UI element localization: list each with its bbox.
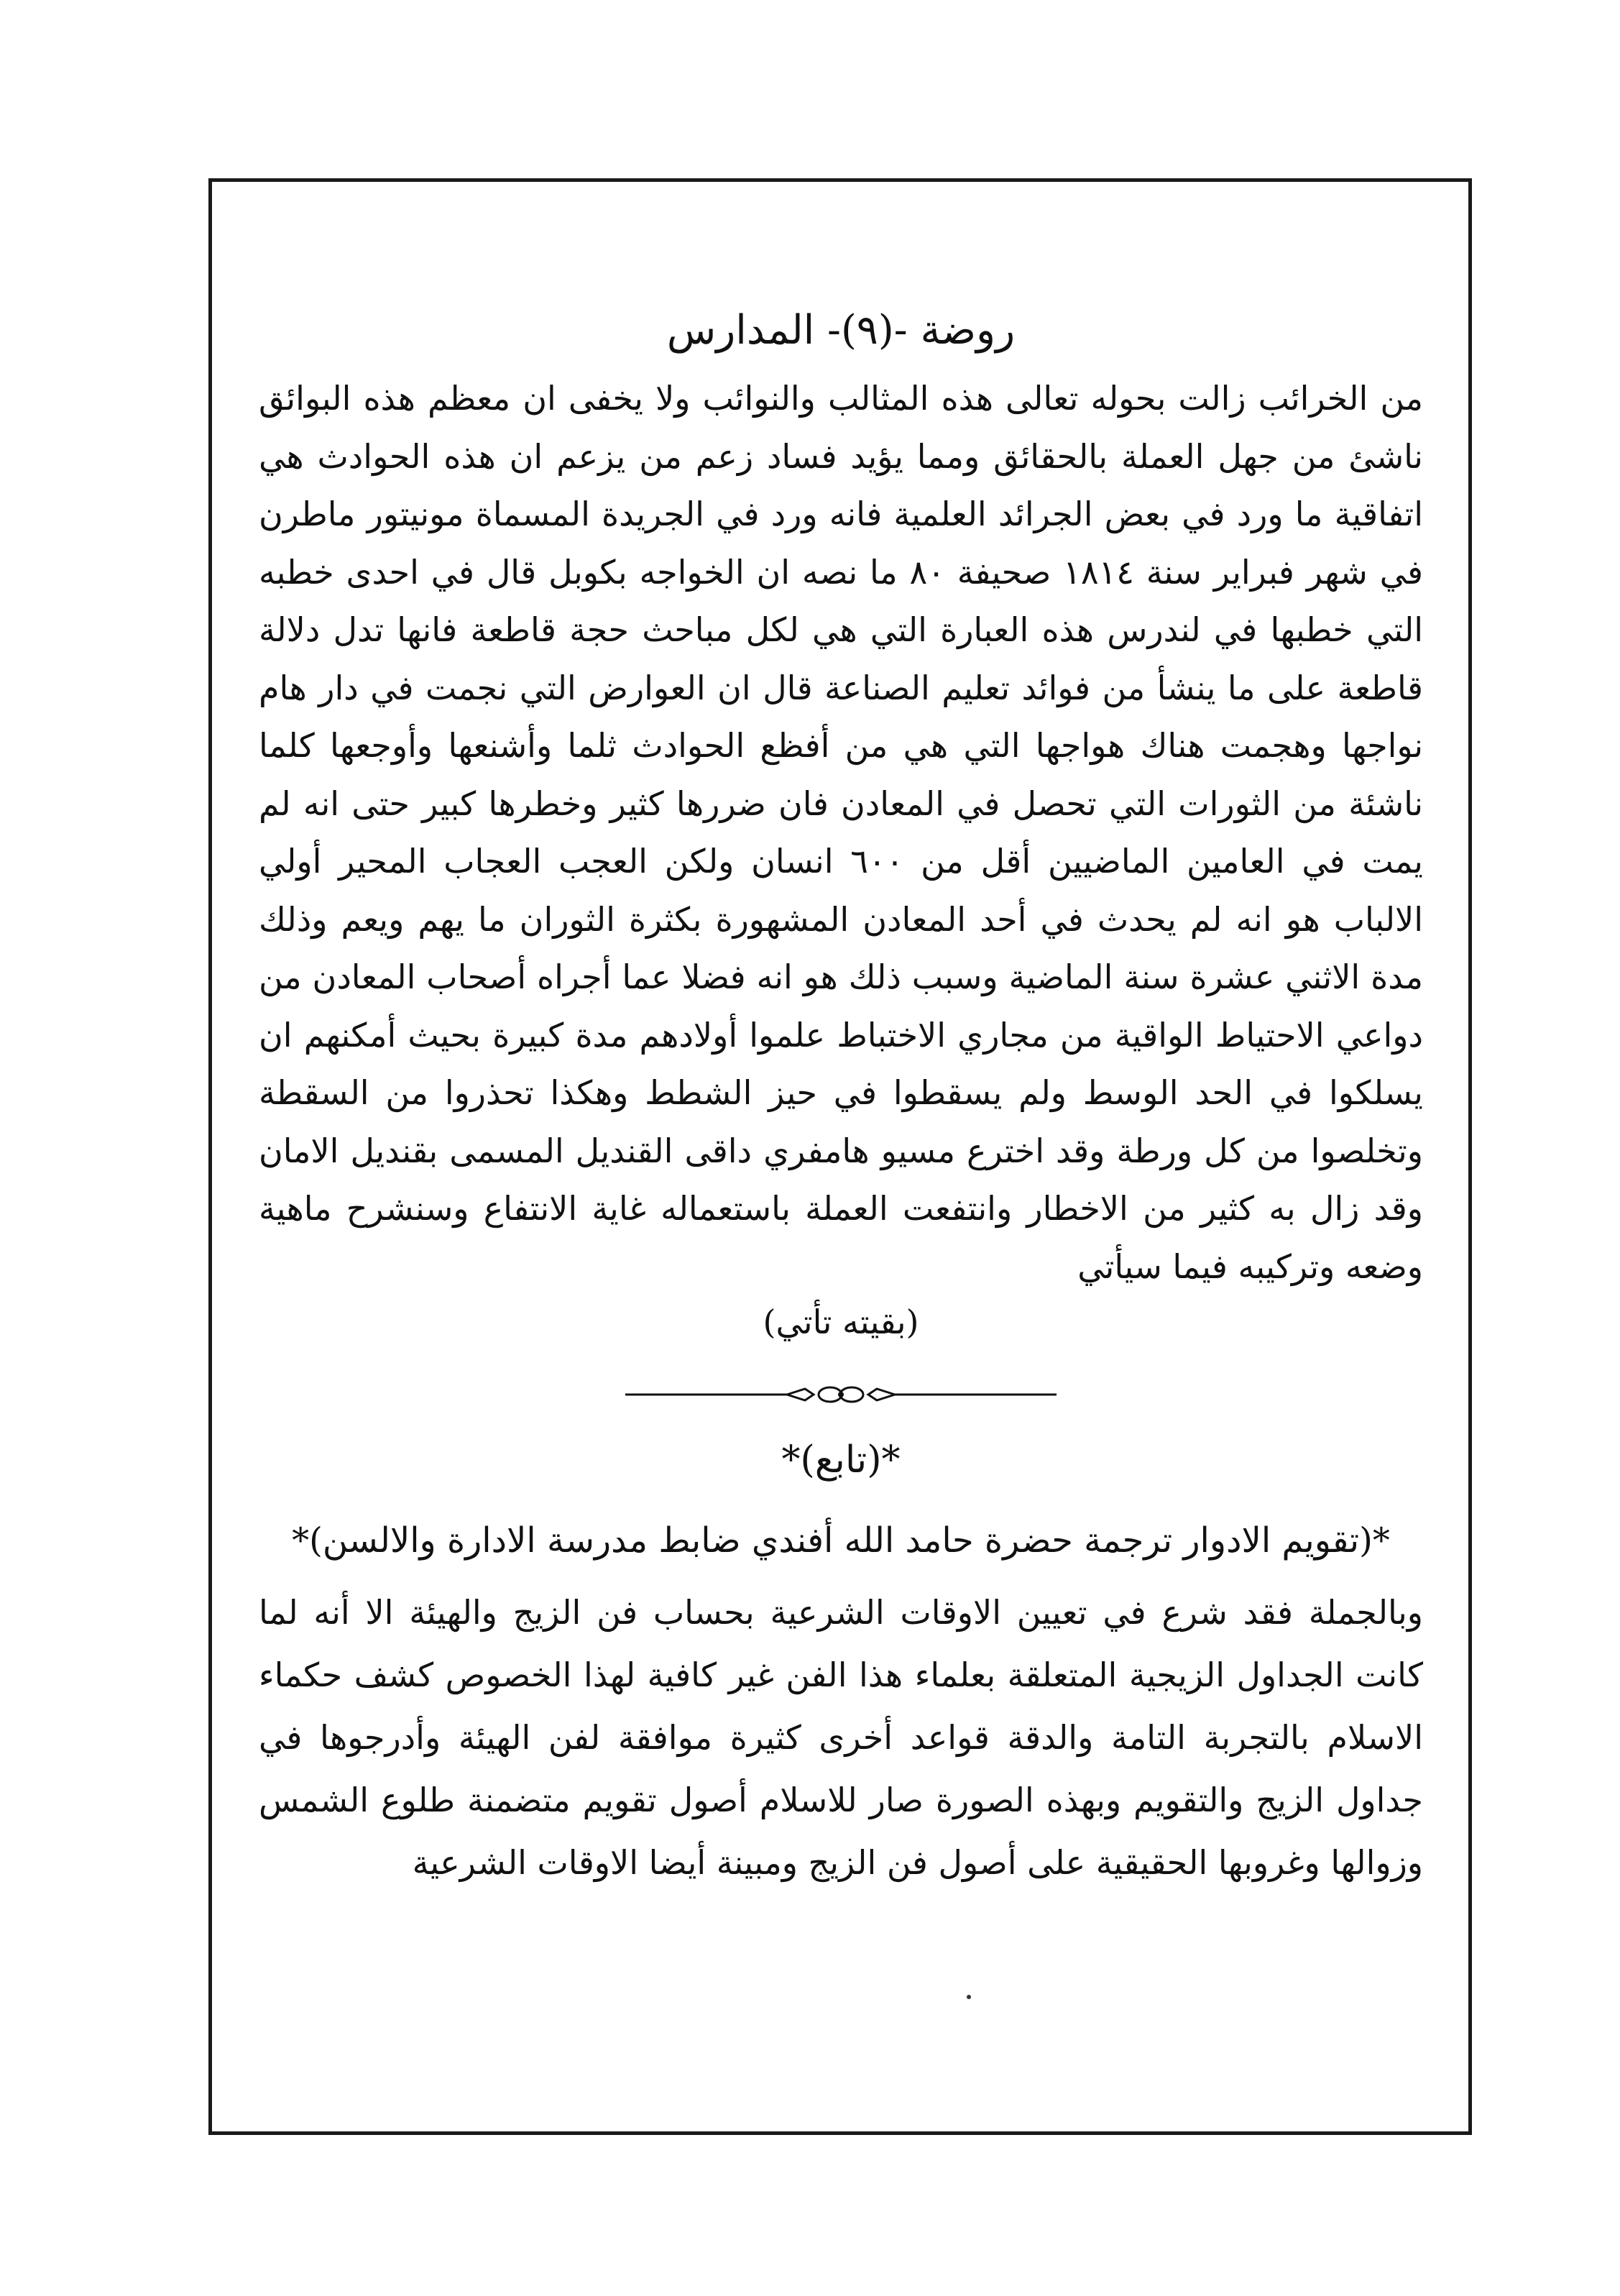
page-content bbox=[259, 302, 1423, 1894]
section-title: *(تابع)* bbox=[781, 1438, 901, 1482]
print-speck bbox=[967, 1995, 971, 1999]
article-body-2: وبالجملة فقد شرع في تعيين الاوقات الشرعية بحساب فن الزيج والهيئة الا أنه لما كانت الجداول الزيجية المتعلقة بعلماء هذا الفن غير كافية لهذا الخصوص كشف حكماء الاسلام بالتجربة التامة والدقة قواعد أخرى كثيرة موافقة لفن الهيئة وأدرجوها في جداول الزيج والتقويم وبهذه الصورة صار للاسلام أصول تقويم متضمنة طلوع الشمس وزوالها وغروبها الحقيقية على أصول فن الزيج ومبينة أيضا الاوقات الشرعية bbox=[259, 1593, 1423, 1882]
divider-ornament-icon bbox=[625, 1380, 1057, 1409]
running-header: روضة -(٩)- المدارس bbox=[666, 307, 1016, 354]
continued-note: (بقيته تأتي) bbox=[763, 1303, 919, 1341]
article-title: *(تقويم الادوار ترجمة حضرة حامد الله أفندي ضابط مدرسة الادارة والالسن)* bbox=[292, 1520, 1390, 1561]
article-body: من الخرائب زالت بحوله تعالى هذه المثالب والنوائب ولا يخفى ان معظم هذه البوائق ناشئ من جهل العملة بالحقائق ومما يؤيد فساد زعم من يزعم ان هذه الحوادث هي اتفاقية ما ورد في بعض الجرائد العلمية فانه ورد في الجريدة المسماة مونيتور ماطرن في شهر فبراير سنة ١٨١٤ صحيفة ٨٠ ما نصه ان الخواجه بكوبل قال في احدى خطبه التي خطبها في لندرس هذه العبارة التي هي لكل مباحث حجة قاطعة فانها تدل دلالة قاطعة على ما ينشأ من فوائد تعليم الصناعة قال ان العوارض التي نجمت في دار هام نواجها وهجمت هناك هواجها التي هي من أفظع الحوادث ثلما وأشنعها وأوجعها كلما ناشئة من الثورات التي تحصل في المعادن فان ضررها كثير وخطرها كبير حتى انه لم يمت في العامين الماضيين أقل من ٦٠٠ انسان ولكن العجب العجاب المحير أولي الالباب هو انه لم يحدث في أحد المعادن المشهورة بكثرة الثوران ما يهم ويعم وذلك مدة الاثني عشرة سنة الماضية وسبب ذلك هو انه فضلا عما أجراه أصحاب المعادن من دواعي الاحتياط الواقية من مجاري الاختباط علموا أولادهم مدة كبيرة بحيث أمكنهم ان يسلكوا في الحد الوسط ولم يسقطوا في حيز الشطط وهكذا تحذروا من السقطة وتخلصوا من كل ورطة وقد اخترع مسيو هامفري داقى القنديل المسمى بقنديل الامان وقد زال به كثير من الاخطار وانتفعت العملة باستعماله غاية الانتفاع وسنشرح ماهية وضعه وتركيبه فيما سيأتي bbox=[259, 379, 1423, 1286]
